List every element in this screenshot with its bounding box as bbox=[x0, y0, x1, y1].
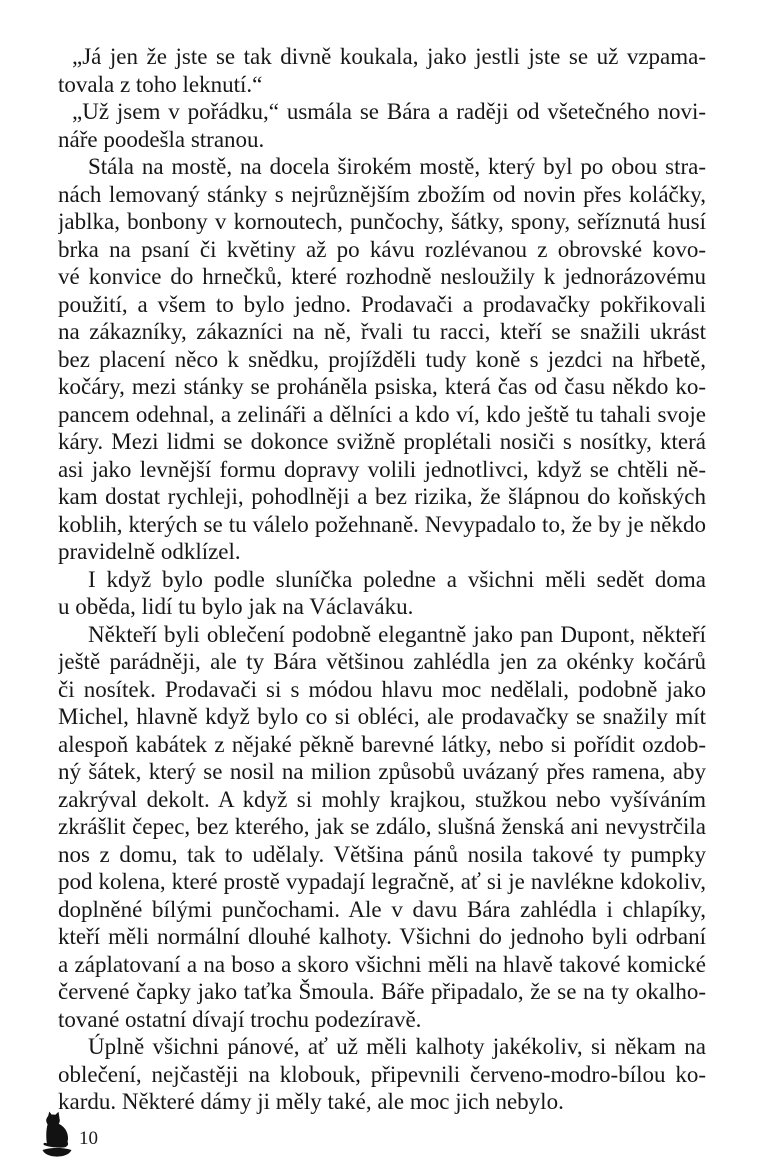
text-line: použití, a všem to bylo jedno. Prodavači a prodavačky pokřikovali bbox=[58, 291, 706, 317]
text-line: kardu. Některé dámy ji měly také, ale moc jich nebylo. bbox=[58, 1089, 564, 1114]
page-text-block bbox=[58, 43, 706, 1116]
cat-icon bbox=[40, 1111, 74, 1157]
text-line: ný šátek, který se nosil na milion způsobů uvázaný přes ramena, aby bbox=[58, 759, 706, 784]
text-line: „Já jen že jste se tak divně koukala, jako jestli jste se už vzpama- bbox=[72, 44, 706, 69]
paragraph bbox=[58, 566, 706, 621]
text-line: červené čapky jako taťka Šmoula. Báře připadalo, že se na ty okalho- bbox=[58, 979, 706, 1004]
text-line: nos z domu, tak to udělaly. Většina pánů nosila takové ty pumpky bbox=[58, 841, 706, 867]
text-line: asi jako levnější formu dopravy volili jednotlivci, když se chtěli ně- bbox=[58, 456, 706, 482]
text-line: káry. Mezi lidmi se dokonce svižně proplétali nosiči s nosítky, která bbox=[58, 429, 706, 454]
text-line: zkrášlit čepec, bez kterého, jak se zdálo, slušná ženská ani nevystrčila bbox=[58, 814, 706, 839]
text-line: kočáry, mezi stánky se proháněla psiska, která čas od času někdo ko- bbox=[58, 374, 706, 399]
paragraph bbox=[58, 1033, 706, 1116]
text-line: Stála na mostě, na docela širokém mostě, který byl po obou stra- bbox=[88, 154, 706, 179]
text-line: I když bylo podle sluníčka poledne a všichni měli sedět doma bbox=[88, 566, 706, 592]
text-line: Michel, hlavně když bylo co si obléci, ale prodavačky se snažily mít bbox=[58, 704, 706, 729]
text-line: tovala z toho leknutí.“ bbox=[58, 71, 263, 97]
text-line: Někteří byli oblečení podobně elegantně jako pan Dupont, někteří bbox=[88, 621, 706, 647]
paragraph bbox=[58, 621, 706, 1034]
text-line: „Už jsem v pořádku,“ usmála se Bára a raději od všetečného novi- bbox=[72, 99, 706, 124]
text-line: náře poodešla stranou. bbox=[58, 126, 265, 152]
paragraph bbox=[58, 43, 706, 98]
text-line: tované ostatní dívají trochu podezíravě. bbox=[58, 1006, 422, 1032]
page-number: 10 bbox=[79, 1128, 98, 1149]
text-line: brka na psaní či květiny až po kávu rozlévanou z obrovské kovo- bbox=[58, 236, 706, 262]
text-line: či nosítek. Prodavači si s módou hlavu moc nedělali, podobně jako bbox=[58, 676, 706, 702]
text-line: alespoň kabátek z nějaké pěkně barevné látky, nebo si pořídit ozdob- bbox=[58, 731, 706, 757]
text-line: oblečení, nejčastěji na klobouk, připevnili červeno-modro-bílou ko- bbox=[58, 1061, 706, 1087]
text-line: nách lemovaný stánky s nejrůznějším zbožím od novin přes koláčky, bbox=[58, 181, 706, 207]
text-line: pravidelně odklízel. bbox=[58, 539, 241, 564]
text-line: vé konvice do hrnečků, které rozhodně nesloužily k jednorázovému bbox=[58, 264, 706, 289]
text-line: kteří měli normální dlouhé kalhoty. Všichni do jednoho byli odrbaní bbox=[58, 924, 706, 949]
text-line: ještě parádněji, ale ty Bára většinou zahlédla jen za okénky kočárů bbox=[58, 649, 706, 674]
text-line: pod kolena, které prostě vypadají legračně, ať si je navlékne kdokoliv, bbox=[58, 869, 706, 894]
paragraph bbox=[58, 153, 706, 566]
text-line: kam dostat rychleji, pohodlněji a bez rizika, že šlápnou do koňských bbox=[58, 484, 706, 509]
text-line: doplněné bílými punčochami. Ale v davu Bára zahlédla i chlapíky, bbox=[58, 896, 706, 922]
text-line: koblih, kterých se tu válelo požehnaně. Nevypadalo to, že by je někdo bbox=[58, 511, 706, 537]
text-line: pancem odehnal, a zelináři a dělníci a kdo ví, kdo ještě tu tahali svoje bbox=[58, 401, 706, 427]
paragraph bbox=[58, 98, 706, 153]
text-line: jablka, bonbony v kornoutech, punčochy, šátky, spony, seříznutá husí bbox=[58, 209, 706, 234]
text-line: a záplatovaní a na boso a skoro všichni měli na hlavě takové komické bbox=[58, 951, 706, 977]
text-line: Úplně všichni pánové, ať už měli kalhoty jakékoliv, si někam na bbox=[88, 1034, 706, 1059]
text-line: bez placení něco k snědku, projížděli tudy koně s jezdci na hřbetě, bbox=[58, 346, 706, 372]
text-line: u oběda, lidí tu bylo jak na Václaváku. bbox=[58, 594, 414, 619]
text-line: na zákazníky, zákazníci na ně, řvali tu racci, kteří se snažili ukrást bbox=[58, 319, 706, 344]
text-line: zakrýval dekolt. A když si mohly krajkou, stužkou nebo vyšíváním bbox=[58, 786, 706, 812]
